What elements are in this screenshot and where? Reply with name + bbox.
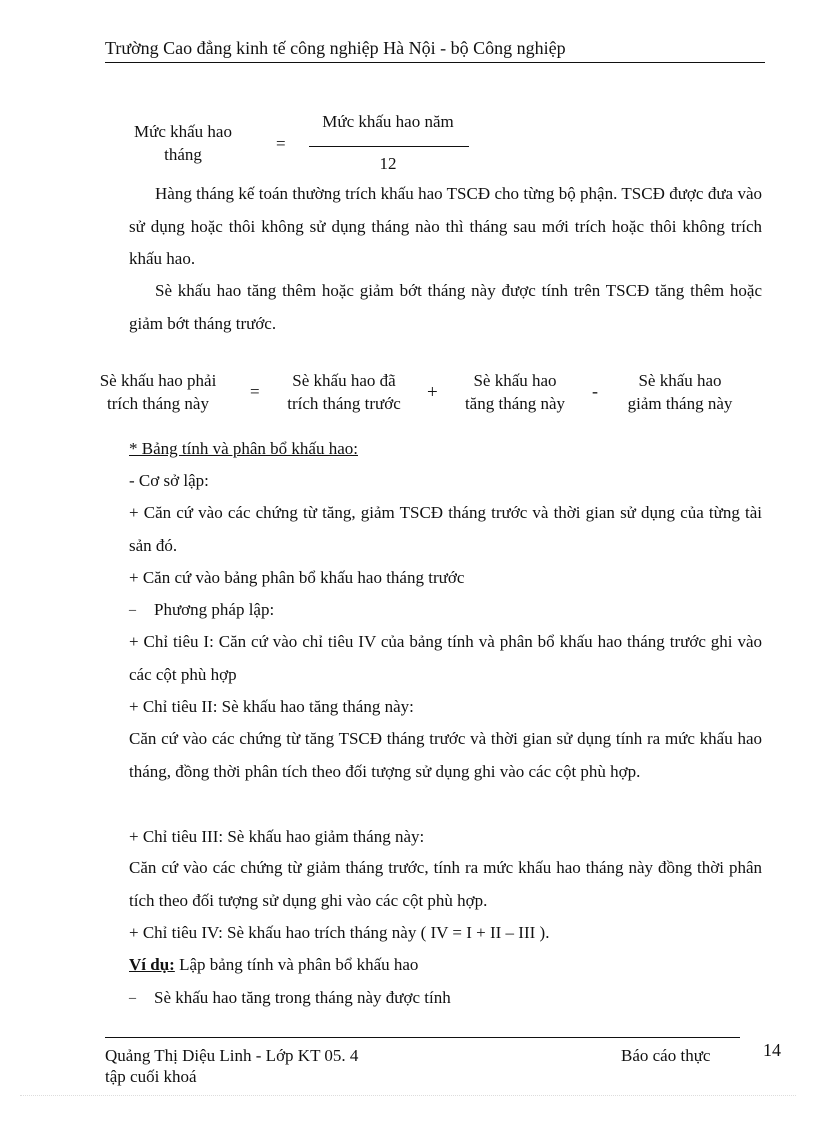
criterion-2-body: Căn cứ vào các chứng từ tăng TSCĐ tháng trước và thời gian sử dụng tính ra mức khấu hao tháng, đồng thời phân tích theo đối tượng sử dụng ghi vào các cột phù hợp. [129,729,762,781]
last-bullet: _ [129,986,136,1001]
paragraph-depreciation-change: Sè khấu hao tăng thêm hoặc giảm bớt tháng này được tính trên TSCĐ tăng thêm hoặc giảm bớt tháng trước. [129,281,762,333]
formula2-term4-line1: Sè khấu hao [638,371,722,390]
example-label: Ví dụ: [129,955,175,974]
last-line: Sè khấu hao tăng trong tháng này được tính [154,988,451,1007]
criterion-3-title: + Chỉ tiêu III: Sè khấu hao giảm tháng này: [129,827,425,846]
formula2-term3-line2: tăng tháng này [464,394,566,413]
page-header-title: Trường Cao đẳng kinh tế công nghiệp Hà Nội - bộ Công nghiệp [105,38,566,58]
formula2-equals: = [250,382,260,401]
formula1-left-line2: tháng [164,145,202,164]
formula1-denominator: 12 [379,154,397,173]
header-divider [105,62,765,63]
basis-item-2: + Căn cứ vào bảng phân bổ khấu hao tháng trước [129,568,465,587]
footer-divider [105,1037,740,1038]
criterion-1: + Chỉ tiêu I: Căn cứ vào chỉ tiêu IV của bảng tính và phân bổ khấu hao tháng trước ghi vào các cột phù hợp [129,632,762,684]
formula2-term3-line1: Sè khấu hao [473,371,557,390]
formula2-term4-line2: giảm tháng này [627,394,733,413]
section-title: * Bảng tính và phân bổ khấu hao: [129,439,358,458]
footer-report: Báo cáo thực [621,1046,711,1065]
formula2-term2-line2: trích tháng trước [287,394,401,413]
basis-label: - Cơ sở lập: [129,471,209,490]
page-bottom-dotted-line [20,1095,796,1096]
formula2-term1-line2: trích tháng này [107,394,209,413]
formula1-left-line1: Mức khấu hao [134,122,232,141]
formula1-equals: = [276,134,286,153]
method-bullet: _ [129,598,136,613]
example-text: Lập bảng tính và phân bổ khấu hao [174,955,419,974]
criterion-2-title: + Chỉ tiêu II: Sè khấu hao tăng tháng này: [129,697,414,716]
page-number: 14 [763,1040,781,1060]
formula1-fraction-line [309,146,469,147]
formula2-plus: + [427,382,438,403]
method-label: Phương pháp lập: [154,600,275,619]
footer-author: Quảng Thị Diệu Linh - Lớp KT 05. 4 [105,1046,359,1065]
footer-report-continued: tập cuối khoá [105,1067,197,1086]
paragraph-depreciation-monthly: Hàng tháng kế toán thường trích khấu hao TSCĐ cho từng bộ phận. TSCĐ được đưa vào sử dụng hoặc thôi không sử dụng tháng nào thì tháng sau mới trích hoặc thôi không trích khấu hao. [129,184,762,268]
formula2-term1-line1: Sè khấu hao phải [99,371,217,390]
example-line [129,955,418,975]
formula2-minus: - [592,381,598,401]
basis-item-1: + Căn cứ vào các chứng từ tăng, giảm TSCĐ tháng trước và thời gian sử dụng của từng tài sản đó. [129,503,762,555]
formula1-numerator: Mức khấu hao năm [322,112,454,131]
criterion-4: + Chỉ tiêu IV: Sè khấu hao trích tháng này ( IV = I + II – III ). [129,923,550,942]
criterion-3-body: Căn cứ vào các chứng từ giảm tháng trước, tính ra mức khấu hao tháng này đồng thời phân tích theo đối tượng sử dụng ghi vào các cột phù hợp. [129,858,762,910]
formula2-term2-line1: Sè khấu hao đã [292,371,396,390]
